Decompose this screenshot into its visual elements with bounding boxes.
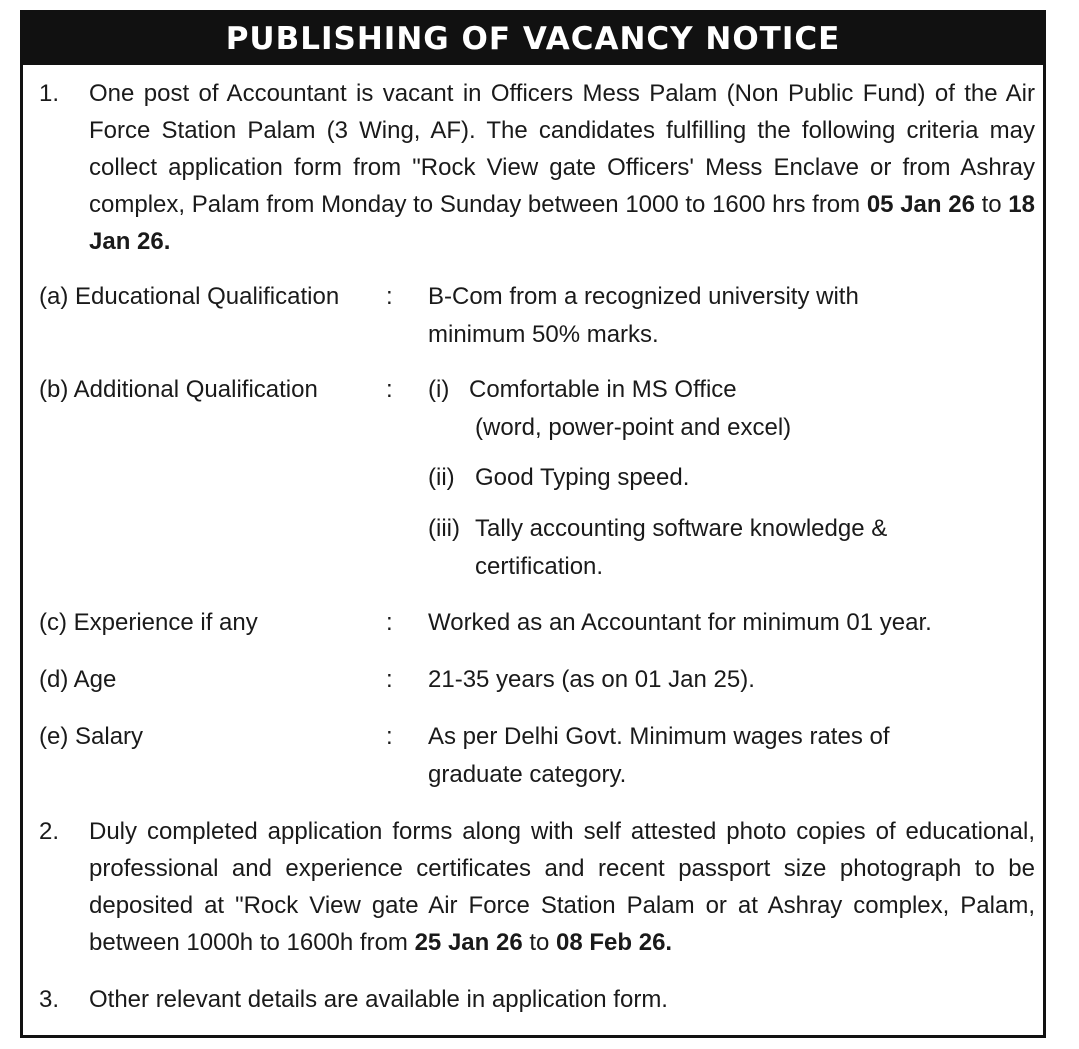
criteria-b-item-1-line2: (word, power-point and excel)	[475, 414, 792, 441]
paragraph-2-to: to	[522, 929, 557, 956]
criteria-b-item-3-line2: certification.	[475, 553, 604, 580]
criteria-b-item-3-marker: (iii)	[428, 515, 460, 542]
paragraph-1	[89, 75, 1035, 260]
paragraph-1-number: 1.	[39, 80, 60, 107]
criteria-d-colon: :	[386, 666, 393, 693]
paragraph-3-text: Other relevant details are available in application form.	[89, 986, 668, 1013]
paragraph-1-date-to: 18 Jan 26.	[89, 191, 1035, 255]
criteria-c-label: (c) Experience if any	[39, 609, 258, 636]
paragraph-2-date-from: 25 Jan 26	[414, 929, 523, 956]
paragraph-2-date-to: 08 Feb 26.	[556, 929, 673, 956]
criteria-a-label: (a) Educational Qualification	[39, 283, 340, 310]
criteria-c-colon: :	[386, 609, 393, 636]
paragraph-2	[89, 813, 1035, 961]
paragraph-1-date-from: 05 Jan 26	[866, 191, 975, 218]
paragraph-1-to: to	[974, 191, 1009, 218]
criteria-b-item-1-marker: (i)	[428, 376, 450, 403]
criteria-b-label: (b) Additional Qualification	[39, 376, 318, 403]
criteria-b-colon: :	[386, 376, 393, 403]
criteria-e-label: (e) Salary	[39, 723, 144, 750]
criteria-e-value: As per Delhi Govt. Minimum wages rates of graduate category.	[428, 723, 890, 788]
notice-title: PUBLISHING OF VACANCY NOTICE	[23, 13, 1043, 65]
criteria-b-item-2-marker: (ii)	[428, 464, 455, 491]
criteria-b-item-3-line1: Tally accounting software knowledge &	[475, 515, 888, 542]
paragraph-3-number: 3.	[39, 986, 60, 1013]
paragraph-1-text: One post of Accountant is vacant in Officers Mess Palam (Non Public Fund) of the Air Force Station Palam (3 Wing, AF). The candidates fulfilling the following criteria may collect application form from "Rock View gate Officers' Mess Enclave or from Ashray complex, Palam from Monday to Sunday between 1000 to 1600 hrs from	[89, 80, 1035, 218]
criteria-d-value: 21-35 years (as on 01 Jan 25).	[428, 666, 755, 693]
paragraph-2-text: Duly completed application forms along with self attested photo copies of educational, professional and experience certificates and recent passport size photograph to be deposited at "Rock View gate Air Force Station Palam or at Ashray complex, Palam, between 1000h to 1600h from	[89, 818, 1035, 956]
criteria-d-label: (d) Age	[39, 666, 117, 693]
vacancy-notice	[20, 10, 1046, 1038]
criteria-a-value: B-Com from a recognized university with minimum 50% marks.	[428, 283, 859, 348]
criteria-a-colon: :	[386, 283, 393, 310]
criteria-b-item-2-line1: Good Typing speed.	[475, 464, 690, 491]
criteria-c-value: Worked as an Accountant for minimum 01 year.	[428, 609, 932, 636]
criteria-b-item-1-line1: Comfortable in MS Office	[469, 376, 737, 403]
criteria-e-colon: :	[386, 723, 393, 750]
paragraph-2-number: 2.	[39, 818, 60, 845]
